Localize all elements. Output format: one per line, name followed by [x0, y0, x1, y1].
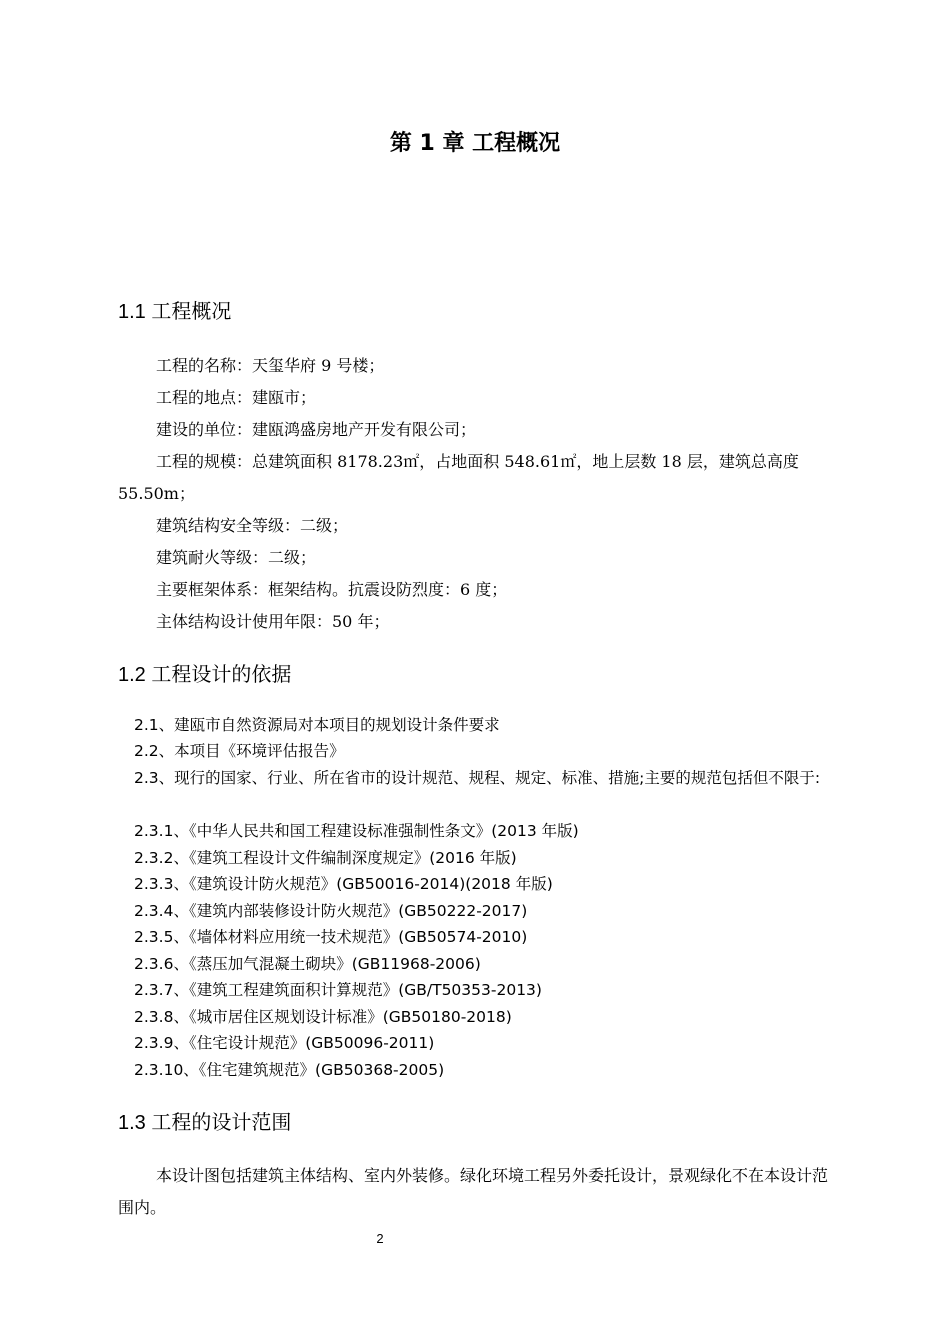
- construction-unit-line: 建设的单位：建瓯鸿盛房地产开发有限公司；: [156, 420, 477, 439]
- structure-system-line: 主要框架体系：框架结构。抗震设防烈度：6 度；: [156, 580, 508, 599]
- basis-item: 2.1、建瓯市自然资源局对本项目的规划设计条件要求: [134, 716, 500, 734]
- standard-item: 2.3.3、《建筑设计防火规范》(GB50016-2014)(2018 年版): [134, 875, 553, 893]
- standard-item: 2.3.6、《蒸压加气混凝土砌块》(GB11968-2006): [134, 955, 481, 973]
- standard-item: 2.3.10、《住宅建筑规范》(GB50368-2005): [134, 1061, 445, 1079]
- project-scale-paragraph: 工程的规模：总建筑面积 8178.23㎡，占地面积 548.61㎡，地上层数 18 层，建筑总高度 55.50m；: [118, 452, 799, 503]
- standard-item: 2.3.4、《建筑内部装修设计防火规范》(GB50222-2017): [134, 902, 528, 920]
- safety-grade-line: 建筑结构安全等级：二级；: [156, 516, 349, 535]
- section-heading-1-2: 1.2 工程设计的依据: [118, 664, 292, 686]
- design-scope-paragraph: 本设计图包括建筑主体结构、室内外装修。绿化环境工程另外委托设计，景观绿化不在本设计范围内。: [118, 1166, 829, 1217]
- standard-item: 2.3.2、《建筑工程设计文件编制深度规定》(2016 年版): [134, 849, 517, 867]
- fire-resistance-line: 建筑耐火等级：二级；: [156, 548, 317, 567]
- standard-item: 2.3.7、《建筑工程建筑面积计算规范》(GB/T50353-2013): [134, 981, 542, 999]
- project-name-line: 工程的名称：天玺华府 9 号楼；: [156, 356, 385, 375]
- page-number: 2: [376, 1231, 384, 1246]
- standard-item: 2.3.5、《墙体材料应用统一技术规范》(GB50574-2010): [134, 928, 528, 946]
- project-location-line: 工程的地点：建瓯市；: [156, 388, 317, 407]
- standard-item: 2.3.1、《中华人民共和国工程建设标准强制性条文》(2013 年版): [134, 822, 579, 840]
- standard-item: 2.3.8、《城市居住区规划设计标准》(GB50180-2018): [134, 1008, 512, 1026]
- basis-item-wrapped: 2.3、现行的国家、行业、所在省市的设计规范、规程、规定、标准、措施;主要的规范包括但不限于:: [134, 769, 821, 787]
- basis-item: 2.2、本项目《环境评估报告》: [134, 742, 345, 760]
- section-heading-1-3: 1.3 工程的设计范围: [118, 1112, 292, 1134]
- section-heading-1-1: 1.1 工程概况: [118, 301, 232, 323]
- service-life-line: 主体结构设计使用年限：50 年；: [156, 612, 390, 631]
- chapter-title: 第 1 章 工程概况: [389, 131, 561, 156]
- standard-item: 2.3.9、《住宅设计规范》(GB50096-2011): [134, 1034, 435, 1052]
